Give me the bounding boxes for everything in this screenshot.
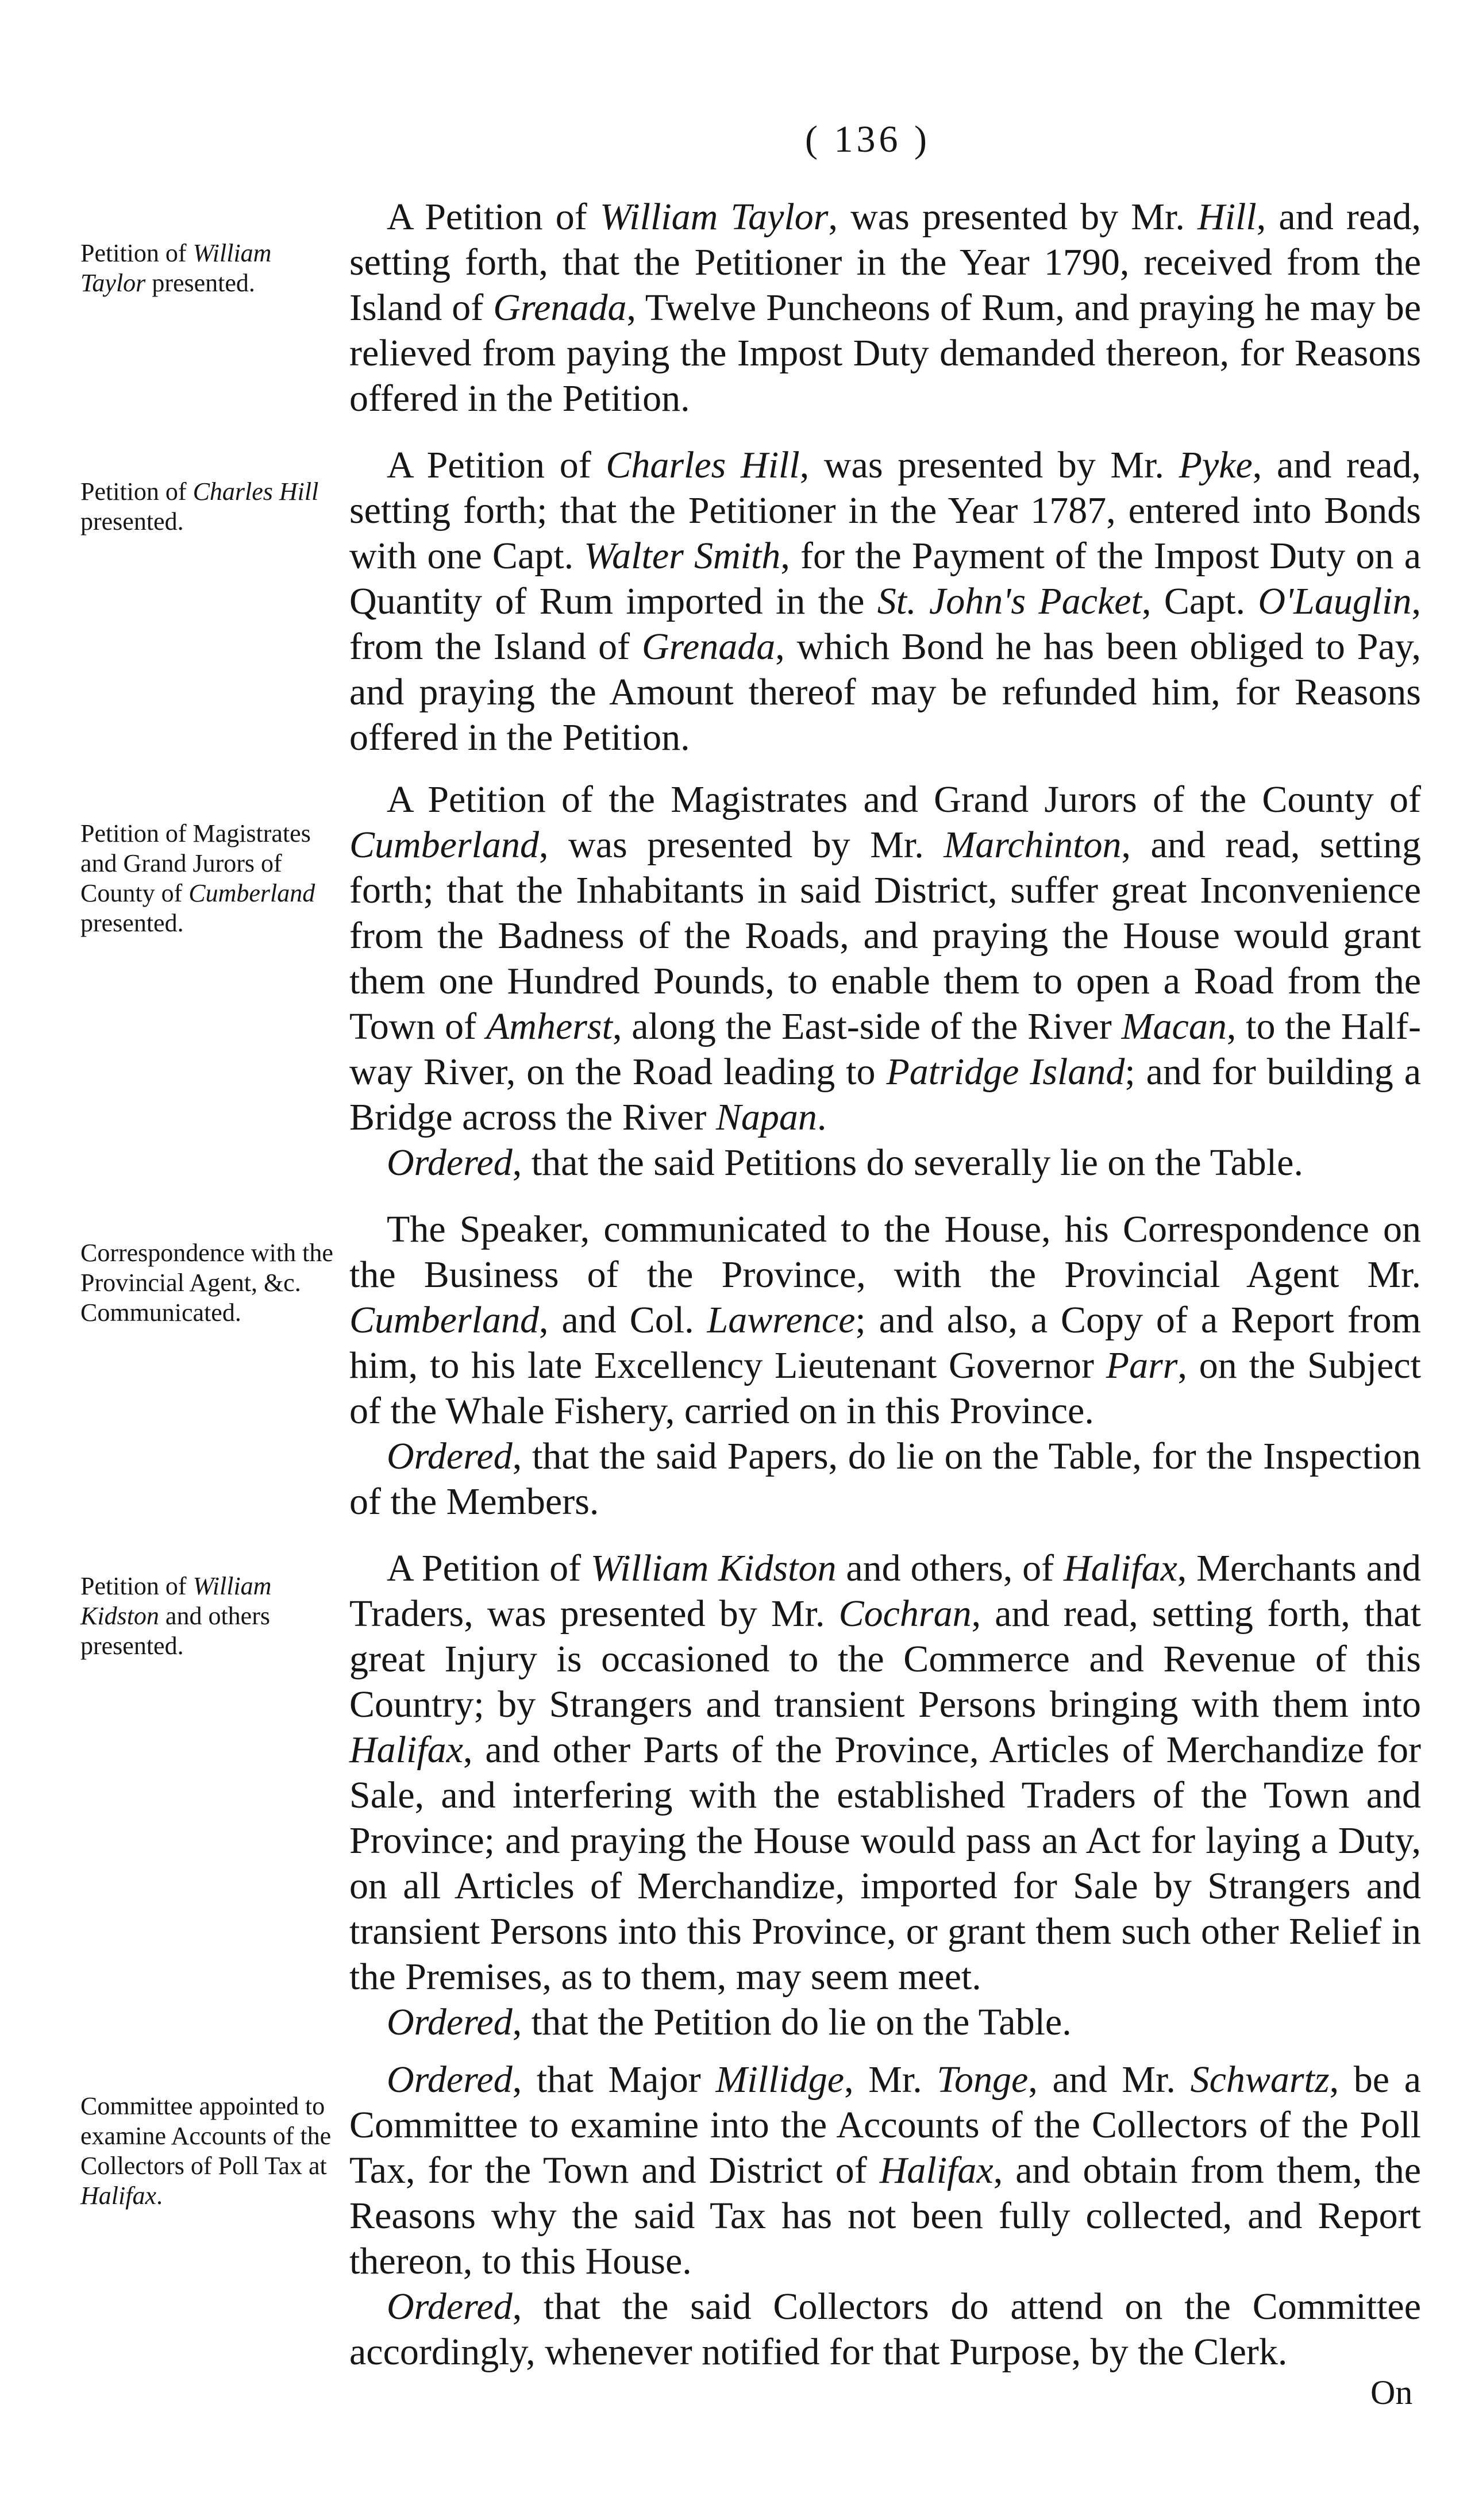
- paragraph: The Speaker, communicated to the House, his Correspondence on the Business of the Province, with the Provincial Agent Mr. Cumberland, and Col. Lawrence; and also, a Copy of a Report from him, to his late Excellency Lieutenant Governor Parr, on the Subject of the Whale Fishery, carried on in this Province.: [349, 1208, 1421, 1432]
- margin-note-hill-petition: Petition of Charles Hill presented.: [80, 477, 319, 535]
- entry-hill-petition: [349, 442, 1421, 760]
- page-number: ( 136 ): [805, 118, 930, 160]
- margin-note-cumberland-petition: Petition of Magistrates and Grand Jurors of County of Cumberland presented.: [80, 819, 315, 937]
- entry-kidston-petition: [349, 1546, 1421, 2045]
- entry-taylor-petition: [349, 194, 1421, 421]
- margin-note-poll-tax-committee: Committee appointed to examine Accounts of the Collectors of Poll Tax at Halifax.: [80, 2092, 332, 2210]
- paragraph: A Petition of William Taylor, was presented by Mr. Hill, and read, setting forth, that the Petitioner in the Year 1790, received from the Island of Grenada, Twelve Puncheons of Rum, and praying he may be relieved from paying the Impost Duty demanded thereon, for Reasons offered in the Petition.: [349, 196, 1421, 419]
- margin-note-correspondence: Correspondence with the Provincial Agent, &c. Communicated.: [80, 1239, 333, 1327]
- paragraph: Ordered, that Major Millidge, Mr. Tonge, and Mr. Schwartz, be a Committee to examine into the Accounts of the Collectors of the Poll Tax, for the Town and District of Halifax, and obtain from them, the Reasons why the said Tax has not been fully collected, and Report thereon, to this House.: [349, 2059, 1421, 2282]
- paragraph-ordered: Ordered, that the said Papers, do lie on the Table, for the Inspection of the Members.: [349, 1435, 1421, 1523]
- paragraph: A Petition of the Magistrates and Grand Jurors of the County of Cumberland, was presented by Mr. Marchinton, and read, setting forth; that the Inhabitants in said District, suffer great Inconvenience from the Badness of the Roads, and praying the House would grant them one Hundred Pounds, to enable them to open a Road from the Town of Amherst, along the East-side of the River Macan, to the Half-way River, on the Road leading to Patridge Island; and for building a Bridge across the River Napan.: [349, 779, 1422, 1138]
- margin-note-kidston-petition: Petition of William Kidston and others presented.: [80, 1572, 272, 1660]
- paragraph-ordered: Ordered, that the said Petitions do severally lie on the Table.: [387, 1142, 1303, 1184]
- paragraph: A Petition of William Kidston and others, of Halifax, Merchants and Traders, was presented by Mr. Cochran, and read, setting forth, that great Injury is occasioned to the Commerce and Revenue of this Country; by Strangers and transient Persons bringing with them into Halifax, and other Parts of the Province, Articles of Merchandize for Sale, and interfering with the established Traders of the Town and Province; and praying the House would pass an Act for laying a Duty, on all Articles of Merchandize, imported for Sale by Strangers and transient Persons into this Province, or grant them such other Relief in the Premises, as to them, may seem meet.: [349, 1547, 1421, 1998]
- catchword: On: [1370, 2373, 1413, 2411]
- entry-speaker-correspondence: [349, 1207, 1421, 1524]
- paragraph-ordered: Ordered, that the Petition do lie on the Table.: [387, 2001, 1072, 2043]
- margin-note-taylor-petition: Petition of William Taylor presented.: [80, 239, 272, 297]
- paragraph: A Petition of Charles Hill, was presented by Mr. Pyke, and read, setting forth; that the Petitioner in the Year 1787, entered into Bonds with one Capt. Walter Smith, for the Payment of the Impost Duty on a Quantity of Rum imported in the St. John's Packet, Capt. O'Lauglin, from the Island of Grenada, which Bond he has been obliged to Pay, and praying the Amount thereof may be refunded him, for Reasons offered in the Petition.: [349, 444, 1422, 758]
- entry-cumberland-petition: [349, 777, 1421, 1185]
- paragraph-ordered: Ordered, that the said Collectors do attend on the Committee accordingly, whenever notified for that Purpose, by the Clerk.: [349, 2286, 1421, 2373]
- entry-poll-tax-committee: [349, 2057, 1421, 2375]
